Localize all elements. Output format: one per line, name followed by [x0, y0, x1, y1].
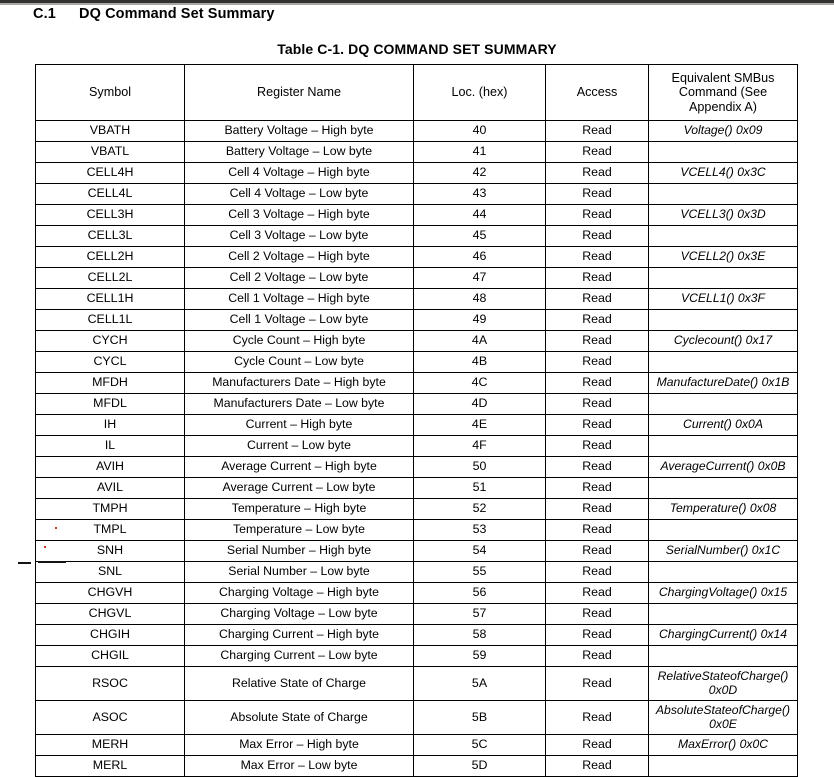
scan-artifact-dash-right — [38, 561, 66, 563]
page-top-edge-shadow — [0, 3, 834, 5]
table-row — [36, 184, 798, 205]
cell-symbol: CELL1H — [36, 289, 185, 310]
cell-access: Read — [546, 121, 649, 142]
cell-register: Cell 3 Voltage – Low byte — [185, 226, 414, 247]
cell-loc: 59 — [414, 646, 546, 667]
table-row — [36, 121, 798, 142]
cell-symbol: MERL — [36, 756, 185, 777]
cell-register: Battery Voltage – Low byte — [185, 142, 414, 163]
cell-symbol: CHGIL — [36, 646, 185, 667]
cell-symbol: CELL4L — [36, 184, 185, 205]
cell-smbus: Cyclecount() 0x17 — [649, 331, 798, 352]
scan-speck-upper — [55, 527, 57, 529]
table-row — [36, 520, 798, 541]
cell-access: Read — [546, 184, 649, 205]
cell-register: Cell 3 Voltage – High byte — [185, 205, 414, 226]
cell-symbol: CHGVL — [36, 604, 185, 625]
cell-symbol: TMPL — [36, 520, 185, 541]
cell-access: Read — [546, 520, 649, 541]
cell-register: Charging Current – Low byte — [185, 646, 414, 667]
cell-symbol: MERH — [36, 735, 185, 756]
cell-register: Charging Current – High byte — [185, 625, 414, 646]
cell-loc: 5D — [414, 756, 546, 777]
cell-register: Cell 2 Voltage – Low byte — [185, 268, 414, 289]
cell-smbus: ManufactureDate() 0x1B — [649, 373, 798, 394]
section-number: C.1 — [33, 6, 56, 22]
cell-smbus: AverageCurrent() 0x0B — [649, 457, 798, 478]
cell-register: Cell 4 Voltage – High byte — [185, 163, 414, 184]
table-row — [36, 394, 798, 415]
cell-loc: 53 — [414, 520, 546, 541]
table-row — [36, 331, 798, 352]
cell-register: Max Error – High byte — [185, 735, 414, 756]
cell-smbus: VCELL4() 0x3C — [649, 163, 798, 184]
cell-symbol: MFDL — [36, 394, 185, 415]
cell-access: Read — [546, 289, 649, 310]
cell-smbus: VCELL1() 0x3F — [649, 289, 798, 310]
cell-register: Cycle Count – High byte — [185, 331, 414, 352]
cell-loc: 55 — [414, 562, 546, 583]
table-row — [36, 667, 798, 701]
section-heading — [33, 6, 275, 22]
table-row — [36, 310, 798, 331]
table-row — [36, 735, 798, 756]
cell-register: Battery Voltage – High byte — [185, 121, 414, 142]
cell-access: Read — [546, 541, 649, 562]
cell-symbol: CYCH — [36, 331, 185, 352]
cell-loc: 57 — [414, 604, 546, 625]
cell-loc: 43 — [414, 184, 546, 205]
cell-access: Read — [546, 163, 649, 184]
cell-loc: 4D — [414, 394, 546, 415]
table-row — [36, 604, 798, 625]
cell-symbol: RSOC — [36, 667, 185, 701]
cell-smbus — [649, 604, 798, 625]
cell-access: Read — [546, 562, 649, 583]
cell-loc: 54 — [414, 541, 546, 562]
column-header-loc: Loc. (hex) — [414, 65, 546, 121]
table-header-row — [36, 65, 798, 121]
cell-register: Current – High byte — [185, 415, 414, 436]
cell-symbol: CELL2H — [36, 247, 185, 268]
cell-loc: 44 — [414, 205, 546, 226]
cell-loc: 5A — [414, 667, 546, 701]
table-row — [36, 646, 798, 667]
cell-symbol: IH — [36, 415, 185, 436]
table-row — [36, 625, 798, 646]
cell-smbus — [649, 310, 798, 331]
table-row — [36, 352, 798, 373]
cell-access: Read — [546, 352, 649, 373]
cell-symbol: CELL3L — [36, 226, 185, 247]
cell-symbol: SNL — [36, 562, 185, 583]
cell-access: Read — [546, 142, 649, 163]
cell-loc: 5C — [414, 735, 546, 756]
cell-loc: 58 — [414, 625, 546, 646]
cell-smbus — [649, 478, 798, 499]
cell-access: Read — [546, 499, 649, 520]
cell-loc: 52 — [414, 499, 546, 520]
column-header-access: Access — [546, 65, 649, 121]
cell-smbus — [649, 394, 798, 415]
cell-loc: 56 — [414, 583, 546, 604]
cell-access: Read — [546, 310, 649, 331]
cell-access: Read — [546, 646, 649, 667]
cell-symbol: CHGIH — [36, 625, 185, 646]
cell-symbol: TMPH — [36, 499, 185, 520]
cell-smbus: Temperature() 0x08 — [649, 499, 798, 520]
cell-register: Cell 4 Voltage – Low byte — [185, 184, 414, 205]
cell-access: Read — [546, 604, 649, 625]
dq-command-set-table — [35, 64, 798, 777]
cell-smbus: Current() 0x0A — [649, 415, 798, 436]
cell-smbus: RelativeStateofCharge() 0x0D — [649, 667, 798, 701]
cell-smbus: VCELL2() 0x3E — [649, 247, 798, 268]
scan-artifact-dash-left — [18, 562, 31, 564]
dq-command-set-table-container — [35, 64, 797, 777]
cell-symbol: ASOC — [36, 701, 185, 735]
cell-access: Read — [546, 457, 649, 478]
table-row — [36, 583, 798, 604]
cell-loc: 4B — [414, 352, 546, 373]
cell-smbus — [649, 184, 798, 205]
cell-smbus — [649, 268, 798, 289]
table-row — [36, 478, 798, 499]
cell-access: Read — [546, 735, 649, 756]
cell-symbol: CELL3H — [36, 205, 185, 226]
cell-access: Read — [546, 247, 649, 268]
cell-access: Read — [546, 268, 649, 289]
cell-register: Absolute State of Charge — [185, 701, 414, 735]
cell-symbol: IL — [36, 436, 185, 457]
cell-access: Read — [546, 583, 649, 604]
cell-access: Read — [546, 625, 649, 646]
table-row — [36, 142, 798, 163]
cell-smbus: SerialNumber() 0x1C — [649, 541, 798, 562]
section-title: DQ Command Set Summary — [79, 6, 275, 22]
cell-access: Read — [546, 394, 649, 415]
table-row — [36, 436, 798, 457]
cell-loc: 42 — [414, 163, 546, 184]
cell-register: Average Current – High byte — [185, 457, 414, 478]
cell-access: Read — [546, 436, 649, 457]
cell-smbus — [649, 646, 798, 667]
cell-access: Read — [546, 667, 649, 701]
cell-symbol: CELL4H — [36, 163, 185, 184]
cell-register: Charging Voltage – High byte — [185, 583, 414, 604]
cell-register: Max Error – Low byte — [185, 756, 414, 777]
cell-loc: 4A — [414, 331, 546, 352]
cell-access: Read — [546, 373, 649, 394]
table-caption: Table C-1. DQ COMMAND SET SUMMARY — [277, 41, 557, 57]
scan-speck-lower — [44, 546, 46, 548]
cell-access: Read — [546, 701, 649, 735]
table-row — [36, 373, 798, 394]
cell-register: Charging Voltage – Low byte — [185, 604, 414, 625]
cell-loc: 49 — [414, 310, 546, 331]
cell-loc: 48 — [414, 289, 546, 310]
cell-smbus: ChargingVoltage() 0x15 — [649, 583, 798, 604]
table-row — [36, 499, 798, 520]
cell-symbol: CYCL — [36, 352, 185, 373]
column-header-smbus — [649, 65, 798, 121]
cell-register: Current – Low byte — [185, 436, 414, 457]
cell-loc: 40 — [414, 121, 546, 142]
cell-smbus: VCELL3() 0x3D — [649, 205, 798, 226]
cell-smbus: ChargingCurrent() 0x14 — [649, 625, 798, 646]
cell-access: Read — [546, 478, 649, 499]
cell-loc: 45 — [414, 226, 546, 247]
cell-smbus — [649, 226, 798, 247]
cell-access: Read — [546, 205, 649, 226]
cell-register: Average Current – Low byte — [185, 478, 414, 499]
cell-smbus: AbsoluteStateofCharge() 0x0E — [649, 701, 798, 735]
cell-loc: 4F — [414, 436, 546, 457]
cell-loc: 46 — [414, 247, 546, 268]
cell-loc: 47 — [414, 268, 546, 289]
table-row — [36, 289, 798, 310]
cell-symbol: CELL1L — [36, 310, 185, 331]
cell-register: Manufacturers Date – High byte — [185, 373, 414, 394]
cell-smbus — [649, 436, 798, 457]
cell-loc: 50 — [414, 457, 546, 478]
column-header-symbol: Symbol — [36, 65, 185, 121]
cell-register: Manufacturers Date – Low byte — [185, 394, 414, 415]
cell-register: Cell 2 Voltage – High byte — [185, 247, 414, 268]
cell-smbus — [649, 562, 798, 583]
cell-smbus — [649, 520, 798, 541]
cell-loc: 51 — [414, 478, 546, 499]
cell-symbol: CELL2L — [36, 268, 185, 289]
cell-symbol: VBATH — [36, 121, 185, 142]
table-header — [36, 65, 798, 121]
cell-register: Cell 1 Voltage – Low byte — [185, 310, 414, 331]
cell-register: Serial Number – Low byte — [185, 562, 414, 583]
cell-loc: 41 — [414, 142, 546, 163]
table-row — [36, 562, 798, 583]
cell-symbol: VBATL — [36, 142, 185, 163]
cell-access: Read — [546, 331, 649, 352]
column-header-smbus-line3: Appendix A) — [689, 99, 757, 114]
table-row — [36, 205, 798, 226]
cell-register: Cell 1 Voltage – High byte — [185, 289, 414, 310]
cell-access: Read — [546, 226, 649, 247]
table-row — [36, 163, 798, 184]
table-body — [36, 121, 798, 777]
cell-smbus — [649, 142, 798, 163]
cell-register: Cycle Count – Low byte — [185, 352, 414, 373]
cell-smbus: Voltage() 0x09 — [649, 121, 798, 142]
cell-access: Read — [546, 415, 649, 436]
cell-symbol: MFDH — [36, 373, 185, 394]
cell-loc: 4C — [414, 373, 546, 394]
cell-register: Relative State of Charge — [185, 667, 414, 701]
table-row — [36, 541, 798, 562]
cell-register: Temperature – Low byte — [185, 520, 414, 541]
cell-symbol: AVIH — [36, 457, 185, 478]
cell-loc: 4E — [414, 415, 546, 436]
table-row — [36, 701, 798, 735]
table-row — [36, 756, 798, 777]
cell-smbus — [649, 352, 798, 373]
column-header-register: Register Name — [185, 65, 414, 121]
cell-symbol: AVIL — [36, 478, 185, 499]
table-row — [36, 247, 798, 268]
column-header-smbus-line2: Command (See — [678, 85, 768, 100]
cell-symbol: SNH — [36, 541, 185, 562]
cell-access: Read — [546, 756, 649, 777]
cell-loc: 5B — [414, 701, 546, 735]
cell-smbus: MaxError() 0x0C — [649, 735, 798, 756]
cell-register: Serial Number – High byte — [185, 541, 414, 562]
table-row — [36, 268, 798, 289]
cell-register: Temperature – High byte — [185, 499, 414, 520]
cell-symbol: CHGVH — [36, 583, 185, 604]
table-row — [36, 457, 798, 478]
table-row — [36, 226, 798, 247]
column-header-smbus-line1: Equivalent SMBus — [671, 71, 775, 86]
table-row — [36, 415, 798, 436]
cell-smbus — [649, 756, 798, 777]
